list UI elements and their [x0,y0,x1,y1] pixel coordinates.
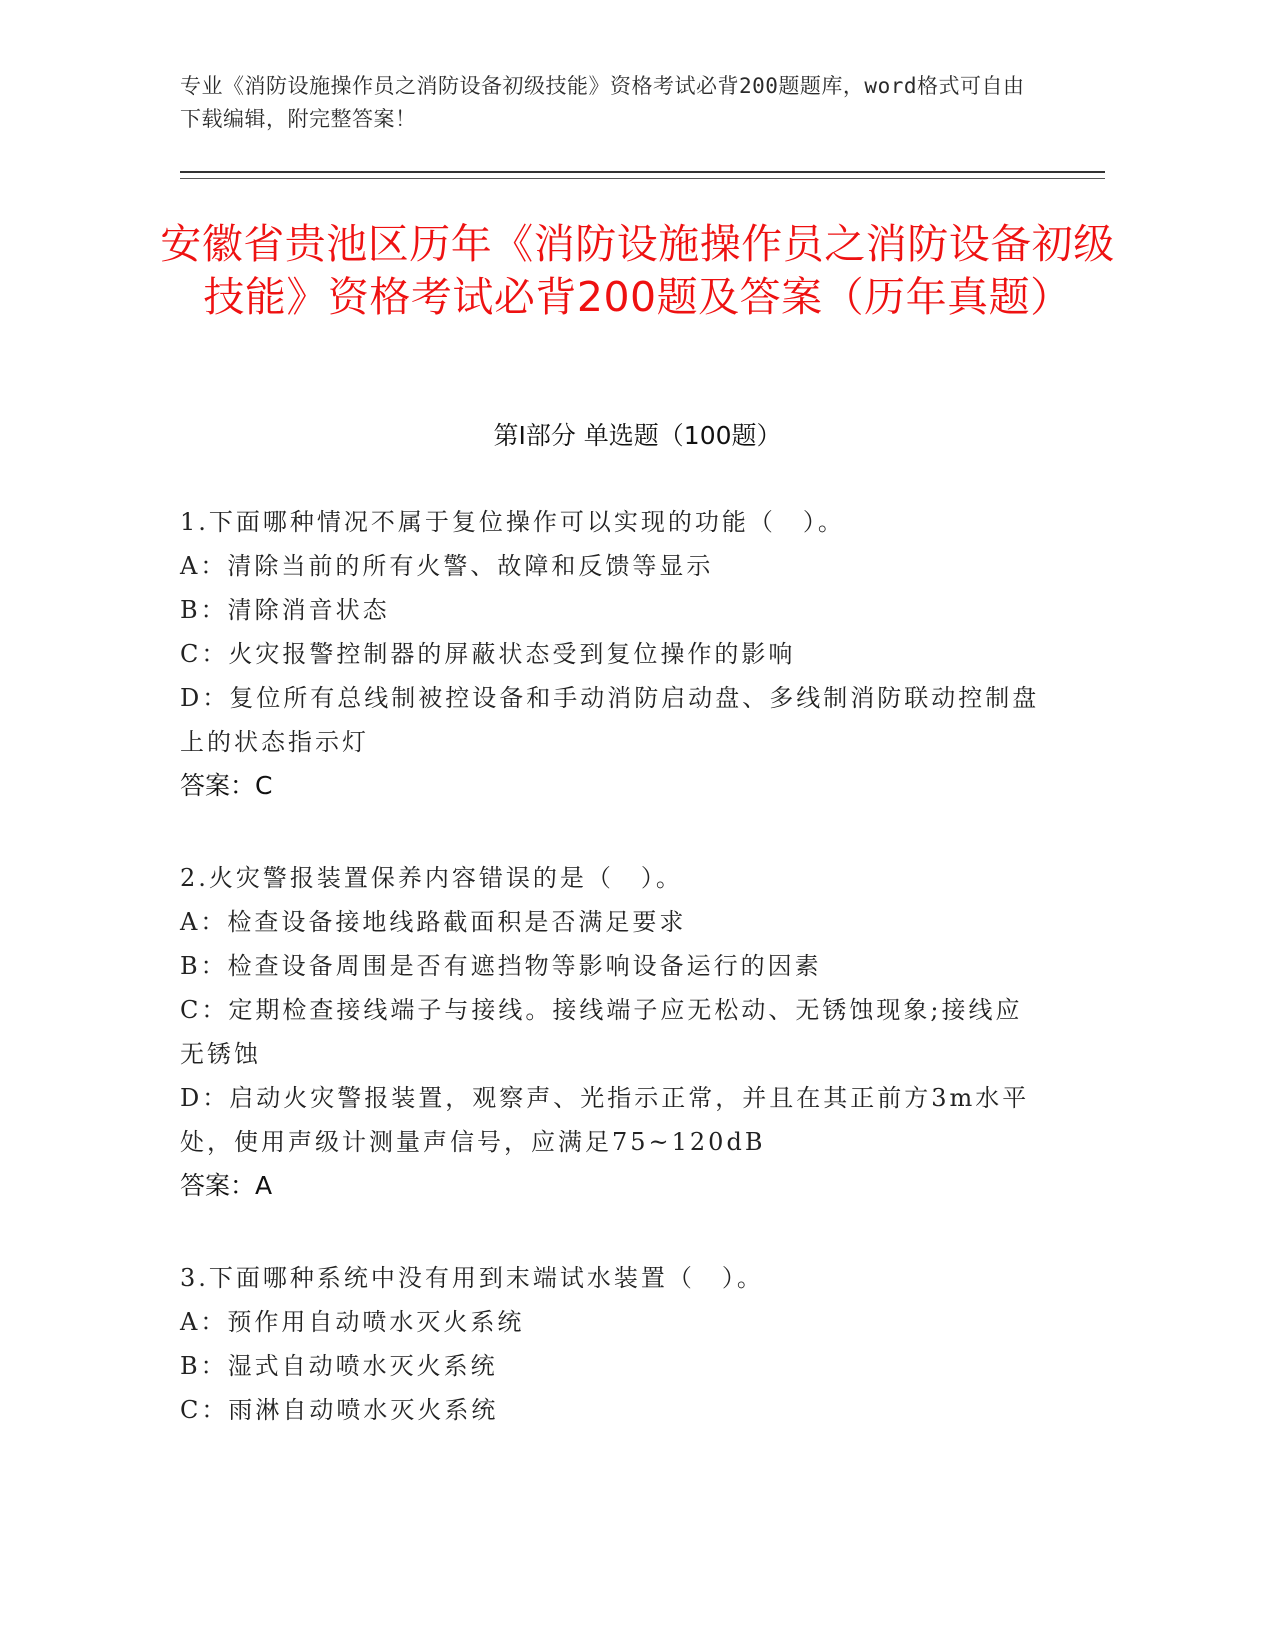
option-d: D：启动火灾警报装置，观察声、光指示正常，并且在其正前方3m水平处，使用声级计测量声信号，应满足75~120dB [180,1084,1030,1156]
option-a: A：预作用自动喷水灭火系统 [180,1308,525,1336]
question-stem: 1.下面哪种情况不属于复位操作可以实现的功能（ ）。 [180,508,845,536]
header-divider-thick [180,171,1105,173]
question-2 [180,856,1040,1208]
question-stem: 2.火灾警报装置保养内容错误的是（ ）。 [180,864,683,892]
option-b: B：湿式自动喷水灭火系统 [180,1352,498,1380]
question-1 [180,500,1040,808]
question-3 [180,1256,1040,1432]
header-note: 专业《消防设施操作员之消防设备初级技能》资格考试必背200题题库，word格式可自由下载编辑，附完整答案！ [180,74,1025,131]
option-c: C：雨淋自动喷水灭火系统 [180,1396,499,1424]
option-d: D：复位所有总线制被控设备和手动消防启动盘、多线制消防联动控制盘上的状态指示灯 [180,684,1040,756]
section-heading: 第Ⅰ部分 单选题（100题） [493,421,782,450]
option-b: B：检查设备周围是否有遮挡物等影响设备运行的因素 [180,952,822,980]
answer-text: 答案：C [180,771,273,800]
option-a: A：检查设备接地线路截面积是否满足要求 [180,908,687,936]
question-list [180,500,1040,1480]
option-a: A：清除当前的所有火警、故障和反馈等显示 [180,552,714,580]
option-c: C：火灾报警控制器的屏蔽状态受到复位操作的影响 [180,640,796,668]
question-stem: 3.下面哪种系统中没有用到末端试水装置（ ）。 [180,1264,764,1292]
answer-text: 答案：A [180,1171,273,1200]
document-title: 安徽省贵池区历年《消防设施操作员之消防设备初级技能》资格考试必背200题及答案（历年真题） [160,220,1115,321]
header-divider-thin [180,178,1105,179]
option-b: B：清除消音状态 [180,596,390,624]
option-c: C：定期检查接线端子与接线。接线端子应无松动、无锈蚀现象;接线应无锈蚀 [180,996,1023,1068]
